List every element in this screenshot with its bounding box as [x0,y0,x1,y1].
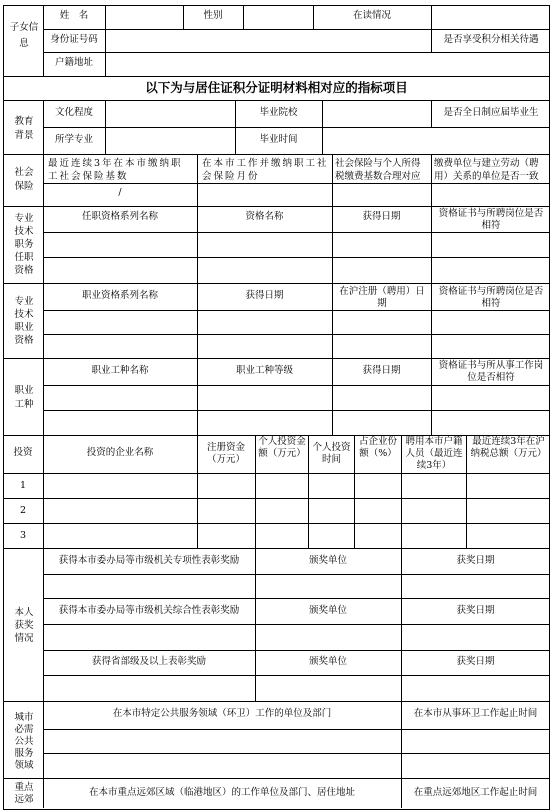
award-date-label: 获奖日期 [456,555,495,566]
award-unit-label: 颁奖单位 [308,605,347,616]
remote-col2-label: 在重点远郊地区工作起止时间 [413,787,538,798]
award-row1-label: 获得本市委办局等市级机关专项性表彰奖励 [58,555,240,566]
invest-col4-label: 个人投资时间 [312,442,351,465]
child-status-label: 在读情况 [352,10,391,21]
qual-col4-label: 资格证书与所聘岗位是否相符 [438,286,544,309]
title-section-label: 专业技术职务任职资格 [14,213,34,276]
invest-col5-label: 占企业份额（%） [358,436,397,459]
award-section-label: 本人获奖情况 [14,607,34,644]
child-enjoy-label: 是否享受积分相关待遇 [443,34,539,45]
qual-section-label: 专业技术职业资格 [14,296,34,346]
invest-col7-label: 最近连续3年在沪纳税总额（万元） [470,436,547,459]
child-id-label: 身份证号码 [50,34,98,45]
award-row3-label: 获得省部级及以上表彰奖励 [91,656,206,667]
remote-col1-label: 在本市重点远郊区域（临港地区）的工作单位及部门、居住地址 [88,787,355,798]
invest-col2-label: 注册资金（万元） [206,442,245,465]
social-col1-label: 最近连续3年在本市缴纳职工社会保险基数 [48,158,183,182]
worker-section-label: 职业工种 [14,385,34,410]
qual-col2-label: 获得日期 [245,290,284,301]
title-col4-label: 资格证书与所聘岗位是否相符 [438,208,544,231]
edu-level-label: 文化程度 [54,107,93,118]
child-name-label: 姓 名 [59,10,89,21]
qual-col1-label: 职业资格系列名称 [81,290,158,301]
title-col3-label: 获得日期 [362,211,401,222]
social-col3-label: 社会保险与个人所得税缴费基数合理对应 [335,158,421,182]
public-section-label: 城市必需公共服务领域 [14,712,34,771]
social-col2-label: 在本市工作并缴纳职工社会保险月份 [202,158,329,182]
child-section-label: 子女信息 [9,22,39,49]
worker-col4-label: 资格证书与所从事工作岗位是否相符 [438,360,544,383]
edu-grad-time-label: 毕业时间 [259,134,298,145]
invest-row-number: 1 [19,480,27,491]
invest-col6-label: 聘用本市户籍人员（最近连续3年） [405,436,463,471]
invest-col3-label: 个人投资金额（万元） [258,436,306,459]
award-date-label: 获奖日期 [456,656,495,667]
invest-row-number: 3 [19,530,27,541]
award-unit-label: 颁奖单位 [308,555,347,566]
invest-row-number: 2 [19,505,27,516]
invest-col1-label: 投资的企业名称 [86,447,154,458]
edu-school-label: 毕业院校 [259,107,298,118]
invest-section-label: 投资 [13,447,33,458]
award-row2-label: 获得本市委办局等市级机关综合性表彰奖励 [58,605,240,616]
child-hukou-label: 户籍地址 [54,57,93,68]
edu-section-label: 教育背景 [14,116,34,141]
edu-fulltime-label: 是否全日制应届毕业生 [443,107,539,118]
worker-col3-label: 获得日期 [362,365,401,376]
title-col2-label: 资格名称 [245,211,284,222]
remote-section-label: 重点远郊 [14,782,34,805]
public-col2-label: 在本市从事环卫工作起止时间 [413,708,538,719]
qual-col3-label: 在沪注册（聘用）日期 [339,286,425,309]
edu-major-label: 所学专业 [54,134,93,145]
award-unit-label: 颁奖单位 [308,656,347,667]
section-title: 以下为与居住证积分证明材料相对应的指标项目 [145,80,408,95]
social-section-label: 社会保险 [14,167,34,192]
public-col1-label: 在本市特定公共服务领域（环卫）工作的单位及部门 [112,708,332,719]
worker-col2-label: 职业工种等级 [235,365,293,376]
social-val1: / [118,187,122,198]
social-col4-label: 缴费单位与建立劳动（聘用）关系的单位是否一致 [434,158,539,182]
award-date-label: 获奖日期 [456,605,495,616]
worker-col1-label: 职业工种名称 [91,365,149,376]
child-gender-label: 性别 [203,10,223,21]
title-col1-label: 任职资格系列名称 [81,211,158,222]
